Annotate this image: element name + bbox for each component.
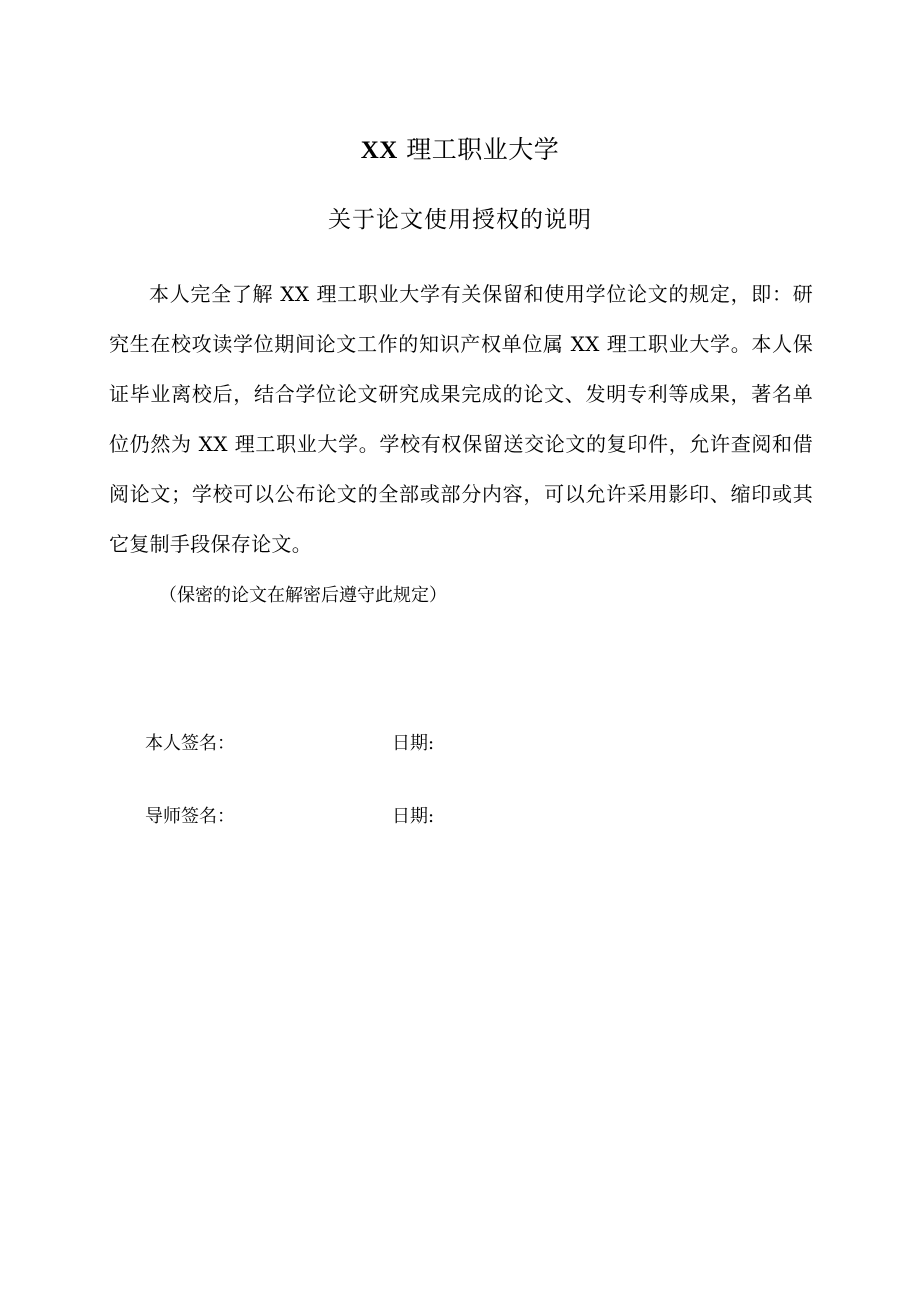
authorization-statement: 本人完全了解 XX 理工职业大学有关保留和使用学位论文的规定，即：研究生在校攻读学位期间论文工作的知识产权单位属 XX 理工职业大学。本人保证毕业离校后，结合学位论文研究成果完成的论文、发明专利等成果，著名单位仍然为 XX 理工职业大学。学校有权保留送交论文的复印件，允许查阅和借阅论文；学校可以公布论文的全部或部分内容，可以允许采用影印、缩印或其它复制手段保存论文。 [109, 282, 813, 556]
university-name-text: 理工职业大学 [397, 135, 560, 164]
document-title: 关于论文使用授权的说明 [328, 207, 592, 233]
author-date-label: 日期: [392, 733, 435, 754]
author-signature-label: 本人签名： [145, 733, 235, 754]
university-prefix: XX [360, 137, 398, 164]
advisor-signature-label: 导师签名： [145, 806, 235, 827]
university-name [0, 130, 920, 171]
advisor-signature-row [0, 797, 920, 837]
advisor-date-label: 日期: [392, 806, 435, 827]
author-signature-row [0, 724, 920, 764]
confidentiality-note: （保密的论文在解密后遵守此规定） [159, 585, 447, 606]
